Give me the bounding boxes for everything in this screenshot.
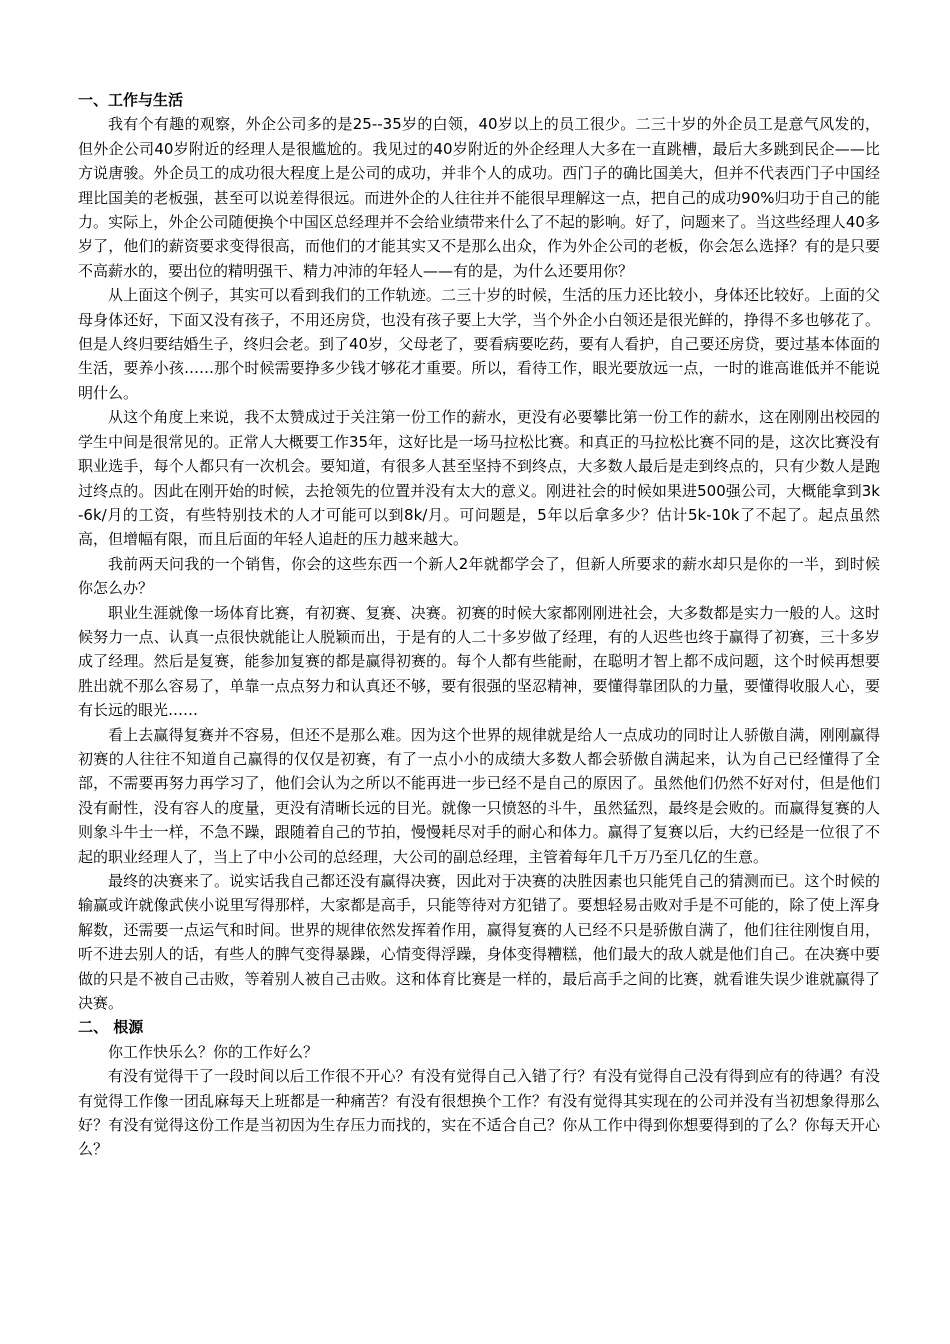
paragraph: 有没有觉得干了一段时间以后工作很不开心？有没有觉得自己入错了行？有没有觉得自己没有得到应有的待遇？有没有觉得工作像一团乱麻每天上班都是一种痛苦？有没有很想换个工作？有没有觉得其实现在的公司并没有当初想象得那么好？有没有觉得这份工作是当初因为生存压力而找的，实在不适合自己？你从工作中得到你想要得到的了么？你每天开心么？	[78, 1067, 880, 1159]
paragraph: 从上面这个例子，其实可以看到我们的工作轨迹。二三十岁的时候，生活的压力还比较小，身体还比较好。上面的父母身体还好，下面又没有孩子，不用还房贷，也没有孩子要上大学，当个外企小白领还是很光鲜的，挣得不多也够花了。但是人终归要结婚生子，终归会老。到了40岁，父母老了，要看病要吃药，要有人看护，自己要还房贷，要过基本体面的生活，要养小孩……那个时候需要挣多少钱才够花才重要。所以，看待工作，眼光要放远一点，一时的谁高谁低并不能说明什么。	[78, 286, 880, 402]
paragraph: 我有个有趣的观察，外企公司多的是25--35岁的白领，40岁以上的员工很少。二三十岁的外企员工是意气风发的，但外企公司40岁附近的经理人是很尴尬的。我见过的40岁附近的外企经理人大多在一直跳槽，最后大多跳到民企——比方说唐骏。外企员工的成功很大程度上是公司的成功，并非个人的成功。西门子的确比国美大，但并不代表西门子中国经理比国美的老板强，甚至可以说差得很远。而进外企的人往往并不能很早理解这一点，把自己的成功90%归功于自己的能力。实际上，外企公司随便换个中国区总经理并不会给业绩带来什么了不起的影响。好了，问题来了。当这些经理人40多岁了，他们的薪资要求变得很高，而他们的才能其实又不是那么出众，作为外企公司的老板，你会怎么选择？有的是只要不高薪水的，要出位的精明强干、精力冲沛的年轻人——有的是，为什么还要用你？	[78, 115, 880, 280]
section-heading-root-cause: 二、 根源	[78, 1018, 144, 1037]
paragraph: 看上去赢得复赛并不容易，但还不是那么难。因为这个世界的规律就是给人一点成功的同时让人骄傲自满，刚刚赢得初赛的人往往不知道自己赢得的仅仅是初赛，有了一点小小的成绩大多数人都会骄傲自满起来，认为自己已经懂得了全部，不需要再努力再学习了，他们会认为之所以不能再进一步已经不是自己的原因了。虽然他们仍然不好对付，但是他们没有耐性，没有容人的度量，更没有清晰长远的目光。就像一只愤怒的斗牛，虽然猛烈，最终是会败的。而赢得复赛的人则象斗牛士一样，不急不躁，跟随着自己的节拍，慢慢耗尽对手的耐心和体力。赢得了复赛以后，大约已经是一位很了不起的职业经理人了，当上了中小公司的总经理，大公司的副总经理，主管着每年几千万乃至几亿的生意。	[78, 725, 880, 866]
paragraph: 职业生涯就像一场体育比赛，有初赛、复赛、决赛。初赛的时候大家都刚刚进社会，大多数都是实力一般的人。这时候努力一点、认真一点很快就能让人脱颖而出，于是有的人二十多岁做了经理，有的人迟些也终于赢得了初赛，三十多岁成了经理。然后是复赛，能参加复赛的都是赢得初赛的。每个人都有些能耐，在聪明才智上都不成问题，这个时候再想要胜出就不那么容易了，单靠一点点努力和认真还不够，要有很强的坚忍精神，要懂得靠团队的力量，要懂得收服人心，要有长远的眼光……	[78, 603, 880, 720]
document-page	[78, 88, 880, 1162]
paragraph: 我前两天问我的一个销售，你会的这些东西一个新人2年就都学会了，但新人所要求的薪水却只是你的一半，到时候你怎么办？	[78, 554, 880, 598]
paragraph: 你工作快乐么？你的工作好么？	[108, 1042, 319, 1061]
paragraph: 从这个角度上来说，我不太赞成过于关注第一份工作的薪水，更没有必要攀比第一份工作的薪水，这在刚刚出校园的学生中间是很常见的。正常人大概要工作35年，这好比是一场马拉松比赛。和真正的马拉松比赛不同的是，这次比赛没有职业选手，每个人都只有一次机会。要知道，有很多人甚至坚持不到终点，大多数人最后是走到终点的，只有少数人是跑过终点的。因此在刚开始的时候，去抢领先的位置并没有太大的意义。刚进社会的时候如果进500强公司，大概能拿到3k-6k/月的工资，有些特别技术的人才可能可以到8k/月。可问题是，5年以后拿多少？估计5k-10k了不起了。起点虽然高，但增幅有限，而且后面的年轻人追赶的压力越来越大。	[78, 408, 880, 549]
paragraph: 最终的决赛来了。说实话我自己都还没有赢得决赛，因此对于决赛的决胜因素也只能凭自己的猜测而已。这个时候的输赢或许就像武侠小说里写得那样，大家都是高手，只能等待对方犯错了。要想轻易击败对手是不可能的，除了使上浑身解数，还需要一点运气和时间。世界的规律依然发挥着作用，赢得复赛的人已经不只是骄傲自满了，他们往往刚愎自用，听不进去别人的话，有些人的脾气变得暴躁，心情变得浮躁，身体变得糟糕，他们最大的敌人就是他们自己。在决赛中要做的只是不被自己击败，等着别人被自己击败。这和体育比赛是一样的，最后高手之间的比赛，就看谁失误少谁就赢得了决赛。	[78, 872, 880, 1013]
section-heading-work-and-life: 一、工作与生活	[78, 91, 184, 109]
